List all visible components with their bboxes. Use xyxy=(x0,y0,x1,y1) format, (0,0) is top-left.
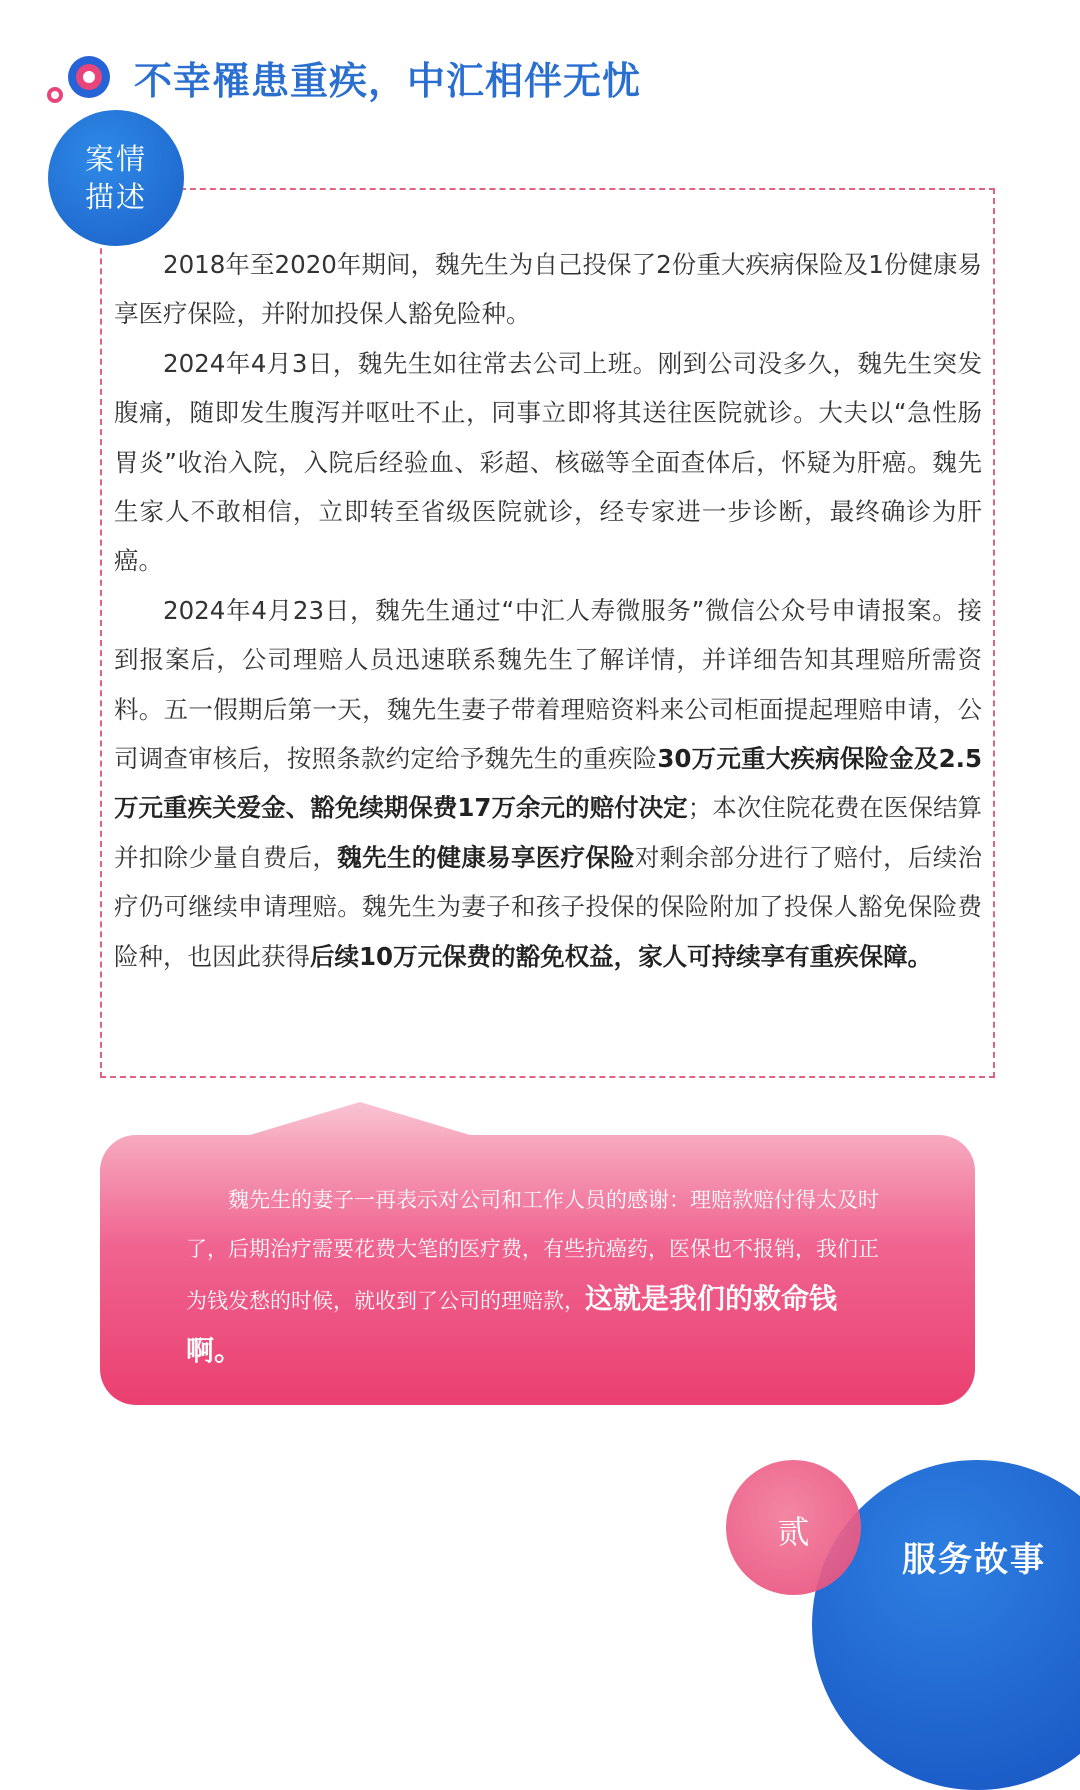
section-label: 服务故事 xyxy=(902,1540,1046,1580)
case-description-badge xyxy=(48,110,184,246)
quote-bubble-tail xyxy=(240,1098,480,1138)
p3-bold-waiver-benefit: 后续10万元保费的豁免权益，家人可持续享有重疾保障。 xyxy=(310,941,933,971)
case-description-text xyxy=(114,240,982,981)
badge-line-2: 描述 xyxy=(84,180,147,214)
case-paragraph-1: 2018年至2020年期间，魏先生为自己投保了2份重大疾病保险及1份健康易享医疗保险，并附加投保人豁免险种。 xyxy=(114,250,982,329)
p3-bold-medical-insurance: 魏先生的健康易享医疗保险 xyxy=(337,842,635,872)
p3-bold-claim-amounts: 30万元重大疾病保险金及2.5万元重疾关爱金、豁免续期保费17万余元的赔付决定 xyxy=(114,744,983,823)
badge-line-1: 案情 xyxy=(84,142,147,176)
p3-text-c: ；本次住院花费在医保结算并扣除少量自费后， xyxy=(114,793,983,872)
p3-text-a: 2024年4月23日，魏先生通过“中汇人寿微服务”微信公众号申请报案。接到报案后，公司理赔人员迅速联系魏先生了解详情，并详细告知其理赔所需资料。五一假期后第一天，魏先生妻子带着理赔资料来公司柜面提起理赔申请，公司调查审核后，按照条款约定给予魏先生的重疾险 xyxy=(114,595,982,774)
quote-emphasis: 这就是我们的救命钱啊。 xyxy=(186,1282,838,1367)
quote-body: 魏先生的妻子一再表示对公司和工作人员的感谢：理赔款赔付得太及时了，后期治疗需要花费大笔的医疗费，有些抗癌药，医保也不报销，我们正为钱发愁的时候，就收到了公司的理赔款， xyxy=(186,1188,879,1313)
decorative-dots-icon xyxy=(0,0,130,120)
case-paragraph-3 xyxy=(114,586,982,981)
page-title: 不幸罹患重疾，中汇相伴无忧 xyxy=(134,59,642,103)
case-paragraph-2: 2024年4月3日，魏先生如往常去公司上班。刚到公司没多久，魏先生突发腹痛，随即发生腹泻并呕吐不止，同事立即将其送往医院就诊。大夫以“急性肠胃炎”收治入院，入院后经验血、彩超、核磁等全面查体后，怀疑为肝癌。魏先生家人不敢相信，立即转至省级医院就诊，经专家进一步诊断，最终确诊为肝癌。 xyxy=(114,348,982,576)
section-number: 贰 xyxy=(777,1513,810,1551)
p3-text-e: 对剩余部分进行了赔付，后续治疗仍可继续申请理赔。魏先生为妻子和孩子投保的保险附加了投保人豁免保险费险种，也因此获得 xyxy=(114,842,983,971)
customer-quote xyxy=(186,1176,886,1378)
